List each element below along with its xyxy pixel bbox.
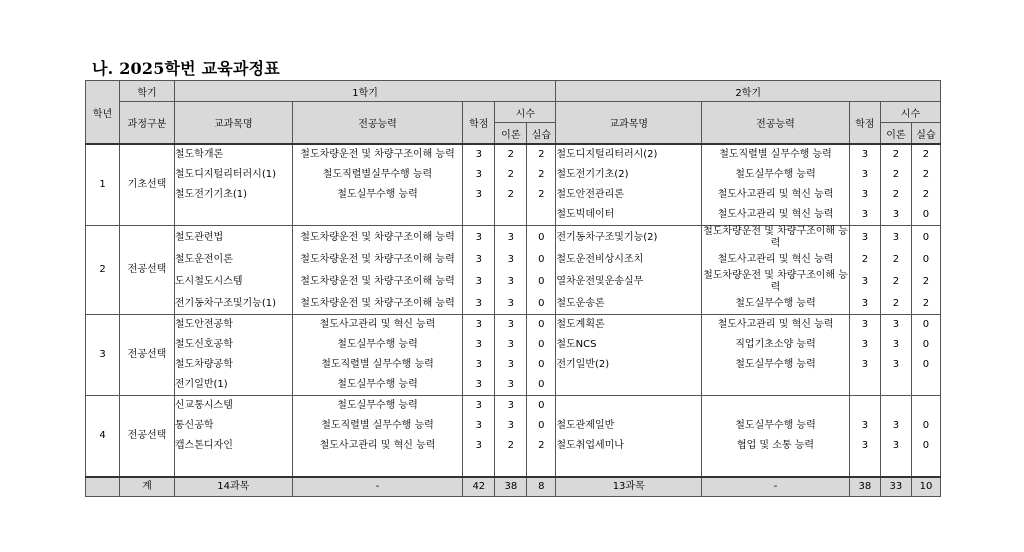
sem2-subject-cell: 철도디지털리터러시(2) (556, 144, 702, 165)
sem2-theory-cell: 2 (880, 144, 911, 165)
sem1-credit-cell: 3 (463, 185, 495, 205)
semester-2-header: 2학기 (556, 81, 941, 102)
semester-1-header: 1학기 (174, 81, 555, 102)
sem1-competency-cell: 철도차량운전 및 차량구조이해 능력 (292, 144, 463, 165)
sem2-competency-cell: 직업기초소양 능력 (702, 335, 850, 355)
table-row (86, 396, 941, 417)
sem2-theory-cell: 3 (880, 315, 911, 336)
sem2-subject-cell: 열차운전및운송실무 (556, 270, 702, 294)
sem2-credit-cell: 3 (849, 270, 880, 294)
sem1-theory-cell: 3 (495, 416, 527, 436)
table-row (86, 185, 941, 205)
sem2-subject-header: 교과목명 (556, 102, 702, 145)
table-row (86, 250, 941, 270)
sem1-practice-cell (527, 456, 556, 477)
sem2-competency-cell: 철도실무수행 능력 (702, 355, 850, 375)
sem1-competency-cell: 철도직렬별 실무수행 능력 (292, 355, 463, 375)
sem2-competency-cell: 철도차량운전 및 차량구조이해 능력 (703, 226, 848, 249)
sem1-subject-cell: 철도전기기초(1) (174, 185, 292, 205)
sem2-subject-count: 13과목 (556, 477, 702, 497)
category-cell: 전공선택 (120, 315, 175, 396)
sem2-credit-cell: 3 (849, 226, 880, 251)
sem1-subject-cell: 도시철도시스템 (174, 270, 292, 294)
sem1-theory-cell: 3 (495, 315, 527, 336)
sem1-theory-cell: 3 (495, 270, 527, 294)
sem1-theory-cell: 2 (495, 165, 527, 185)
total-blank (86, 477, 120, 497)
table-row (86, 355, 941, 375)
sem2-competency-header: 전공능력 (702, 102, 850, 145)
sem2-competency-cell: 철도차량운전 및 차량구조이해 능력 (703, 270, 848, 293)
curriculum-table (85, 80, 941, 497)
sem1-subject-cell: 철도디지털리터러시(1) (174, 165, 292, 185)
sem2-theory-cell: 3 (880, 436, 911, 456)
table-row (86, 335, 941, 355)
sem1-practice-cell: 2 (527, 436, 556, 456)
sem2-practice-cell (911, 456, 940, 477)
sem1-credit-total: 42 (463, 477, 495, 497)
sem2-practice-header: 실습 (911, 123, 940, 145)
sem2-credit-cell (849, 396, 880, 417)
sem1-credit-cell: 3 (463, 436, 495, 456)
sem1-credit-cell: 3 (463, 375, 495, 396)
sem1-competency-cell: 철도사고관리 및 혁신 능력 (292, 436, 463, 456)
sem1-practice-cell: 0 (527, 396, 556, 417)
table-row (86, 315, 941, 336)
sem1-competency-cell: 철도직렬별실무수행 능력 (292, 165, 463, 185)
sem2-subject-cell: 전기일반(2) (556, 355, 702, 375)
sem2-competency-cell: 협업 및 소통 능력 (702, 436, 850, 456)
sem2-subject-cell (556, 375, 702, 396)
sem1-credit-cell: 3 (463, 226, 495, 251)
sem2-subject-cell: 철도전기기초(2) (556, 165, 702, 185)
sem1-practice-cell: 0 (527, 294, 556, 315)
sem2-competency-total: - (702, 477, 850, 497)
sem1-competency-cell: 철도실무수행 능력 (292, 375, 463, 396)
sem2-competency-cell: 철도실무수행 능력 (702, 294, 850, 315)
sem2-subject-cell: 철도NCS (556, 335, 702, 355)
sem1-theory-header: 이론 (495, 123, 527, 145)
sem2-credit-cell: 3 (849, 416, 880, 436)
sem1-competency-cell: 철도차량운전 및 차량구조이해 능력 (292, 250, 463, 270)
sem2-competency-cell: 철도직렬별 실무수행 능력 (702, 144, 850, 165)
sem1-subject-cell: 캡스톤디자인 (174, 436, 292, 456)
sem1-subject-cell (174, 456, 292, 477)
sem1-practice-cell: 0 (527, 375, 556, 396)
sem2-credit-cell: 3 (849, 335, 880, 355)
sem1-theory-cell: 3 (495, 355, 527, 375)
sem2-credit-cell: 3 (849, 165, 880, 185)
sem1-theory-cell: 2 (495, 144, 527, 165)
sem2-hours-header: 시수 (880, 102, 940, 123)
sem2-theory-cell: 2 (880, 185, 911, 205)
sem2-practice-cell: 2 (911, 165, 940, 185)
sem1-credit-cell: 3 (463, 294, 495, 315)
table-row (86, 294, 941, 315)
sem1-practice-cell: 2 (527, 185, 556, 205)
sem2-credit-cell: 3 (849, 144, 880, 165)
sem2-theory-header: 이론 (880, 123, 911, 145)
sem2-theory-cell (880, 375, 911, 396)
table-row (86, 165, 941, 185)
sem1-competency-cell: 철도직렬별 실무수행 능력 (292, 416, 463, 436)
sem2-practice-cell (911, 375, 940, 396)
sem2-theory-cell: 2 (880, 165, 911, 185)
sem1-competency-cell: 철도실무수행 능력 (292, 396, 463, 417)
sem1-theory-cell: 2 (495, 436, 527, 456)
sem2-credit-cell: 3 (849, 436, 880, 456)
sem1-competency-cell (292, 205, 463, 226)
sem2-competency-cell: 철도사고관리 및 혁신 능력 (702, 185, 850, 205)
sem2-subject-cell (556, 396, 702, 417)
sem1-subject-cell: 전기일반(1) (174, 375, 292, 396)
sem1-subject-header: 교과목명 (174, 102, 292, 145)
sem2-credit-cell: 2 (849, 250, 880, 270)
sem1-practice-cell: 0 (527, 416, 556, 436)
sem1-credit-cell: 3 (463, 250, 495, 270)
sem1-subject-cell: 철도신호공학 (174, 335, 292, 355)
table-row (86, 375, 941, 396)
table-row (86, 416, 941, 436)
sem2-practice-cell: 0 (911, 226, 940, 251)
table-row (86, 205, 941, 226)
sem1-subject-cell: 철도학개론 (174, 144, 292, 165)
sem1-competency-cell: 철도실무수행 능력 (292, 185, 463, 205)
sem1-theory-cell (495, 205, 527, 226)
sem2-practice-cell (911, 396, 940, 417)
sem2-competency-cell (702, 375, 850, 396)
sem1-theory-cell: 3 (495, 226, 527, 251)
sem2-competency-cell (702, 396, 850, 417)
grade-cell: 3 (86, 315, 120, 396)
sem1-theory-cell (495, 456, 527, 477)
category-header: 과정구분 (120, 102, 175, 145)
sem2-practice-cell: 0 (911, 335, 940, 355)
category-cell: 전공선택 (120, 396, 175, 478)
sem1-practice-total: 8 (527, 477, 556, 497)
sem2-theory-cell: 2 (880, 294, 911, 315)
page-title: 나. 2025학번 교육과정표 (92, 59, 280, 78)
sem1-subject-cell: 철도운전이론 (174, 250, 292, 270)
table-body (86, 144, 941, 477)
sem2-credit-header: 학점 (849, 102, 880, 145)
sem2-theory-cell: 2 (880, 270, 911, 294)
sem2-practice-cell: 0 (911, 250, 940, 270)
sem1-theory-cell: 3 (495, 396, 527, 417)
sem1-theory-cell: 2 (495, 185, 527, 205)
sem1-credit-cell: 3 (463, 165, 495, 185)
sem1-subject-cell: 신교통시스템 (174, 396, 292, 417)
sem1-subject-count: 14과목 (174, 477, 292, 497)
sem2-competency-cell: 철도사고관리 및 혁신 능력 (702, 250, 850, 270)
sem1-practice-cell: 2 (527, 144, 556, 165)
table-total (86, 477, 941, 497)
sem2-credit-cell: 3 (849, 185, 880, 205)
sem1-practice-header: 실습 (527, 123, 556, 145)
sem2-practice-cell: 0 (911, 416, 940, 436)
sem1-competency-cell: 철도실무수행 능력 (292, 335, 463, 355)
total-label: 계 (120, 477, 175, 497)
sem1-subject-cell: 전기동차구조및기능(1) (174, 294, 292, 315)
sem2-credit-total: 38 (849, 477, 880, 497)
sem2-competency-cell: 철도사고관리 및 혁신 능력 (702, 205, 850, 226)
sem2-theory-cell: 3 (880, 355, 911, 375)
sem1-practice-cell: 0 (527, 270, 556, 294)
table-row (86, 226, 941, 251)
category-cell: 전공선택 (120, 226, 175, 315)
sem1-credit-cell: 3 (463, 144, 495, 165)
grade-cell: 2 (86, 226, 120, 315)
sem2-subject-cell (556, 456, 702, 477)
sem2-practice-cell: 2 (911, 294, 940, 315)
sem1-practice-cell: 0 (527, 335, 556, 355)
sem1-theory-total: 38 (495, 477, 527, 497)
sem2-theory-cell (880, 456, 911, 477)
sem2-practice-cell: 2 (911, 144, 940, 165)
sem2-subject-cell: 철도취업세미나 (556, 436, 702, 456)
sem1-credit-cell: 3 (463, 416, 495, 436)
sem2-subject-cell: 철도안전관리론 (556, 185, 702, 205)
sem2-credit-cell: 3 (849, 205, 880, 226)
semester-header: 학기 (120, 81, 175, 102)
sem1-subject-cell: 철도관련법 (174, 226, 292, 251)
sem1-practice-cell: 0 (527, 226, 556, 251)
sem1-theory-cell: 3 (495, 375, 527, 396)
sem2-competency-cell: 철도사고관리 및 혁신 능력 (702, 315, 850, 336)
sem2-theory-cell: 3 (880, 416, 911, 436)
sem2-practice-cell: 0 (911, 355, 940, 375)
sem2-theory-cell: 3 (880, 205, 911, 226)
sem1-competency-cell: 철도차량운전 및 차량구조이해 능력 (292, 226, 463, 251)
sem1-subject-cell: 철도차량공학 (174, 355, 292, 375)
table-row (86, 456, 941, 477)
sem2-subject-cell: 철도빅데이터 (556, 205, 702, 226)
sem1-credit-header: 학점 (463, 102, 495, 145)
sem2-subject-cell: 철도운송론 (556, 294, 702, 315)
sem1-competency-cell (292, 456, 463, 477)
sem1-hours-header: 시수 (495, 102, 556, 123)
sem1-competency-header: 전공능력 (292, 102, 463, 145)
sem1-credit-cell: 3 (463, 396, 495, 417)
sem2-practice-cell: 0 (911, 315, 940, 336)
sem2-credit-cell (849, 375, 880, 396)
sem1-credit-cell: 3 (463, 335, 495, 355)
sem1-theory-cell: 3 (495, 250, 527, 270)
sem1-subject-cell: 철도안전공학 (174, 315, 292, 336)
sem2-practice-total: 10 (911, 477, 940, 497)
sem1-credit-cell: 3 (463, 315, 495, 336)
grade-header: 학년 (86, 81, 120, 145)
sem2-theory-cell (880, 396, 911, 417)
total-row (86, 477, 941, 497)
table-row (86, 436, 941, 456)
sem2-subject-cell: 전기동차구조및기능(2) (556, 226, 702, 251)
sem2-subject-cell: 철도관제일반 (556, 416, 702, 436)
sem1-theory-cell: 3 (495, 335, 527, 355)
table-header (86, 81, 941, 145)
sem1-credit-cell: 3 (463, 270, 495, 294)
table-row (86, 270, 941, 294)
sem1-practice-cell: 0 (527, 315, 556, 336)
sem2-competency-cell (702, 456, 850, 477)
sem1-practice-cell: 0 (527, 250, 556, 270)
sem1-credit-cell: 3 (463, 355, 495, 375)
sem2-practice-cell: 2 (911, 270, 940, 294)
table-row (86, 144, 941, 165)
sem1-practice-cell: 2 (527, 165, 556, 185)
sem1-practice-cell (527, 205, 556, 226)
grade-cell: 4 (86, 396, 120, 478)
sem1-competency-cell: 철도차량운전 및 차량구조이해 능력 (292, 294, 463, 315)
sem2-theory-cell: 3 (880, 335, 911, 355)
sem1-credit-cell (463, 205, 495, 226)
sem2-credit-cell: 3 (849, 315, 880, 336)
sem2-practice-cell: 0 (911, 436, 940, 456)
sem2-competency-cell: 철도실무수행 능력 (702, 165, 850, 185)
sem2-credit-cell: 3 (849, 355, 880, 375)
sem1-subject-cell (174, 205, 292, 226)
sem1-subject-cell: 통신공학 (174, 416, 292, 436)
sem2-competency-cell: 철도실무수행 능력 (702, 416, 850, 436)
sem2-practice-cell: 0 (911, 205, 940, 226)
sem2-practice-cell: 2 (911, 185, 940, 205)
sem2-credit-cell (849, 456, 880, 477)
grade-cell: 1 (86, 144, 120, 226)
sem1-theory-cell: 3 (495, 294, 527, 315)
sem2-theory-total: 33 (880, 477, 911, 497)
sem1-competency-cell: 철도사고관리 및 혁신 능력 (292, 315, 463, 336)
sem1-credit-cell (463, 456, 495, 477)
sem1-competency-total: - (292, 477, 463, 497)
sem2-theory-cell: 3 (880, 226, 911, 251)
sem2-subject-cell: 철도계획론 (556, 315, 702, 336)
sem2-credit-cell: 3 (849, 294, 880, 315)
category-cell: 기초선택 (120, 144, 175, 226)
sem1-practice-cell: 0 (527, 355, 556, 375)
sem2-theory-cell: 2 (880, 250, 911, 270)
sem1-competency-cell: 철도차량운전 및 차량구조이해 능력 (292, 270, 463, 294)
sem2-subject-cell: 철도운전비상시조치 (556, 250, 702, 270)
